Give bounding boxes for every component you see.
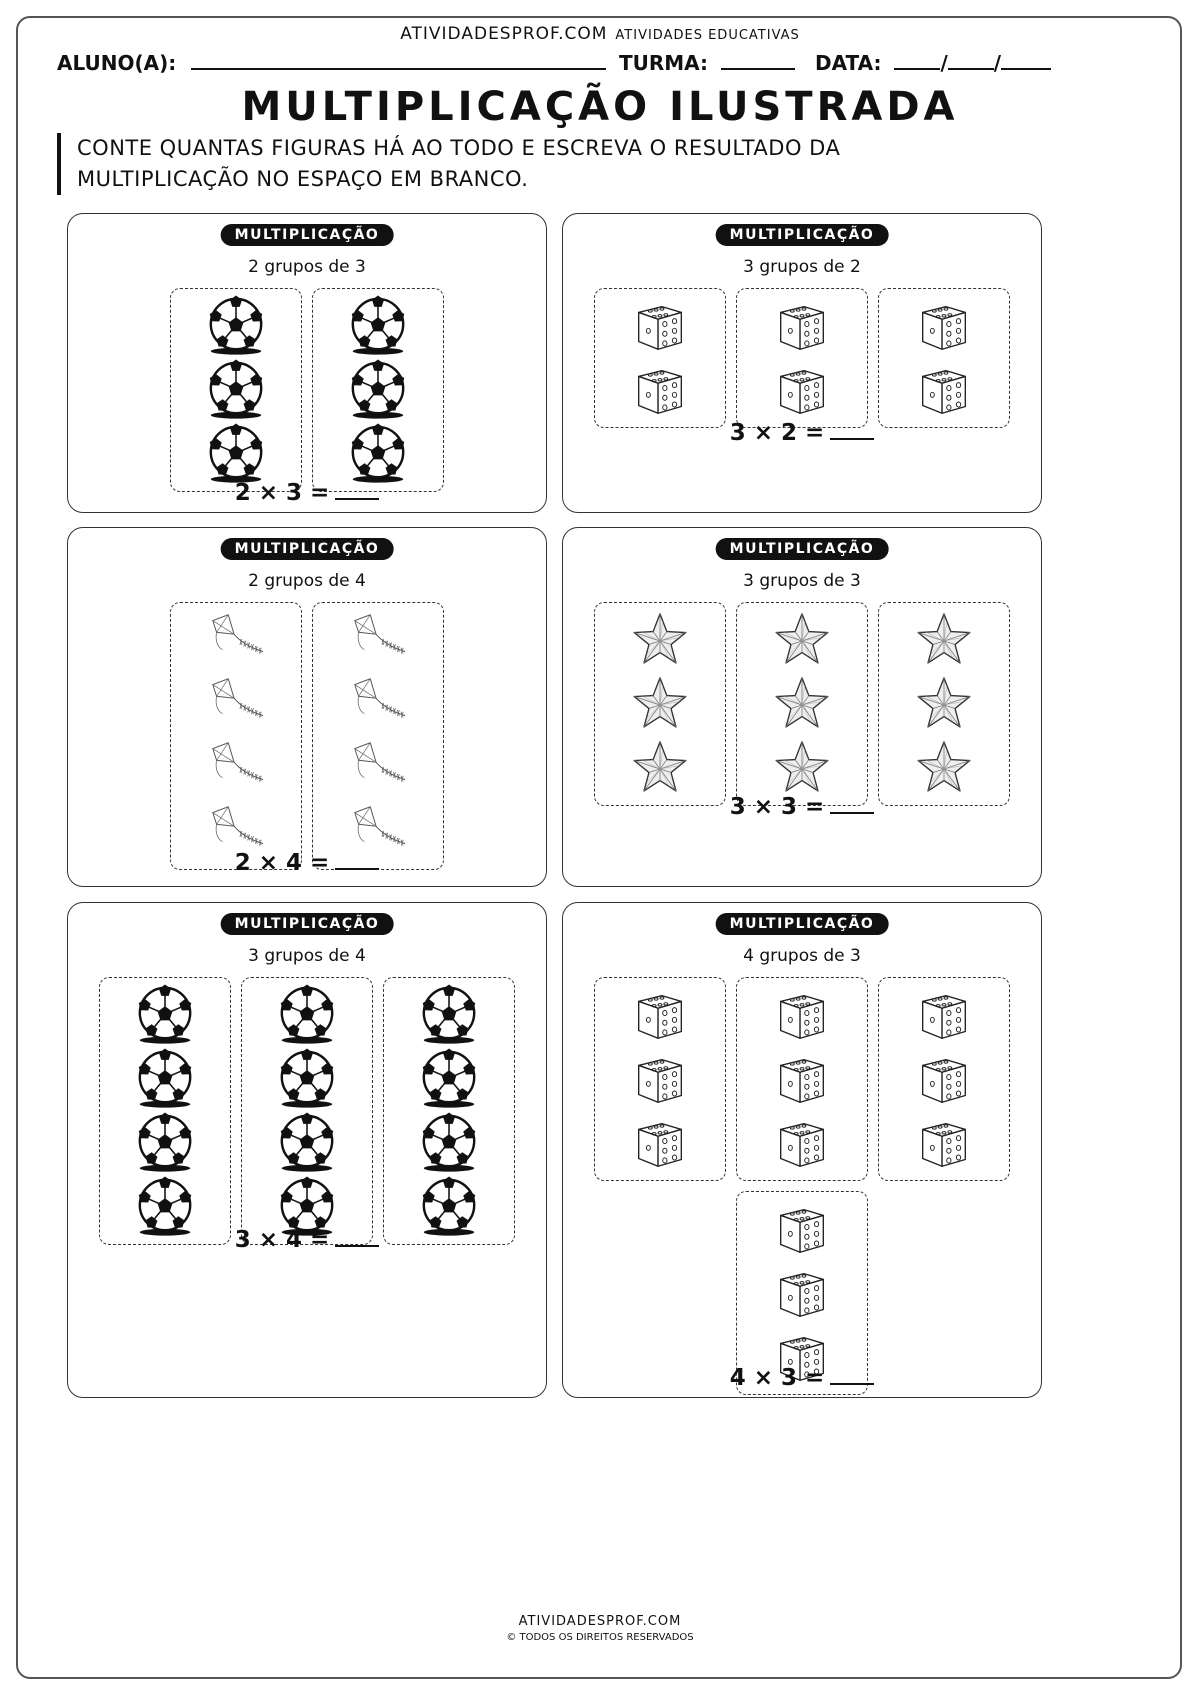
date-year-blank[interactable] (1001, 50, 1051, 70)
star-icon (879, 737, 1009, 799)
site-subtitle: ATIVIDADES EDUCATIVAS (615, 28, 800, 43)
groups-area (563, 288, 1041, 438)
group-box (170, 602, 302, 870)
footer-rights: © TODOS OS DIREITOS RESERVADOS (506, 1632, 694, 1643)
card-caption: 3 grupos de 3 (743, 571, 861, 591)
card-badge: MULTIPLICAÇÃO (716, 913, 889, 935)
equation (68, 1227, 546, 1253)
exercise-card (67, 902, 547, 1398)
answer-blank[interactable] (830, 794, 874, 814)
exercise-card (562, 213, 1042, 513)
soccer-ball-icon (384, 1112, 514, 1174)
dice-icon (737, 295, 867, 357)
instructions: CONTE QUANTAS FIGURAS HÁ AO TODO E ESCREVA O RESULTADO DA MULTIPLICAÇÃO NO ESPAÇO EM BRANCO. (57, 133, 977, 195)
aluno-blank[interactable] (191, 50, 606, 70)
turma-field (619, 50, 795, 75)
equation-text: 2 × 3 = (234, 480, 330, 506)
dice-icon (737, 1262, 867, 1324)
card-caption: 2 grupos de 3 (248, 257, 366, 277)
soccer-ball-icon (313, 359, 443, 421)
dice-icon (595, 359, 725, 421)
dice-icon (595, 1112, 725, 1174)
equation (563, 1365, 1041, 1391)
star-icon (737, 673, 867, 735)
group-box (594, 977, 726, 1181)
dice-icon (879, 1048, 1009, 1110)
group-box (736, 602, 868, 806)
aluno-label: ALUNO(A): (57, 51, 177, 75)
group-box (736, 977, 868, 1181)
groups-area (68, 602, 546, 880)
group-box (878, 602, 1010, 806)
groups-area (68, 288, 546, 502)
dice-icon (879, 1112, 1009, 1174)
soccer-ball-icon (242, 1048, 372, 1110)
kite-icon (313, 737, 443, 799)
site-name: ATIVIDADESPROF.COM (400, 24, 608, 44)
dice-icon (737, 359, 867, 421)
equation-text: 3 × 3 = (729, 794, 825, 820)
dice-icon (595, 295, 725, 357)
star-icon (737, 609, 867, 671)
dice-icon (595, 1048, 725, 1110)
star-icon (879, 673, 1009, 735)
equation-text: 3 × 2 = (729, 420, 825, 446)
group-box (312, 288, 444, 492)
group-box (312, 602, 444, 870)
kite-icon (171, 673, 301, 735)
dice-icon (879, 295, 1009, 357)
group-box (241, 977, 373, 1245)
turma-label: TURMA: (619, 51, 709, 75)
equation (68, 480, 546, 506)
equation-text: 3 × 4 = (234, 1227, 330, 1253)
dice-icon (879, 359, 1009, 421)
soccer-ball-icon (100, 1112, 230, 1174)
dice-icon (737, 1048, 867, 1110)
answer-blank[interactable] (830, 1365, 874, 1385)
card-caption: 3 grupos de 2 (743, 257, 861, 277)
site-header (0, 24, 1200, 44)
kite-icon (171, 737, 301, 799)
student-fields (57, 50, 1147, 76)
group-box (594, 288, 726, 428)
star-icon (879, 609, 1009, 671)
soccer-ball-icon (313, 295, 443, 357)
date-separator: / (993, 51, 1002, 75)
group-box (736, 288, 868, 428)
card-badge: MULTIPLICAÇÃO (221, 538, 394, 560)
equation (563, 794, 1041, 820)
card-caption: 3 grupos de 4 (248, 946, 366, 966)
dice-icon (737, 1198, 867, 1260)
star-icon (595, 609, 725, 671)
turma-blank[interactable] (721, 50, 795, 70)
card-badge: MULTIPLICAÇÃO (221, 224, 394, 246)
date-month-blank[interactable] (948, 50, 994, 70)
soccer-ball-icon (242, 1112, 372, 1174)
dice-icon (737, 984, 867, 1046)
answer-blank[interactable] (335, 480, 379, 500)
group-box (878, 977, 1010, 1181)
soccer-ball-icon (100, 984, 230, 1046)
exercise-card (562, 527, 1042, 887)
date-separator: / (940, 51, 948, 75)
star-icon (595, 673, 725, 735)
aluno-field (57, 50, 606, 75)
card-caption: 2 grupos de 4 (248, 571, 366, 591)
soccer-ball-icon (100, 1048, 230, 1110)
answer-blank[interactable] (335, 1227, 379, 1247)
exercise-card (67, 213, 547, 513)
kite-icon (171, 609, 301, 671)
page-title: MULTIPLICAÇÃO ILUSTRADA (241, 84, 959, 130)
star-icon (595, 737, 725, 799)
dice-icon (595, 984, 725, 1046)
card-badge: MULTIPLICAÇÃO (716, 224, 889, 246)
soccer-ball-icon (171, 423, 301, 485)
answer-blank[interactable] (335, 850, 379, 870)
exercise-card (562, 902, 1042, 1398)
equation (563, 420, 1041, 446)
kite-icon (313, 673, 443, 735)
card-badge: MULTIPLICAÇÃO (221, 913, 394, 935)
kite-icon (313, 609, 443, 671)
dice-icon (737, 1112, 867, 1174)
data-field (815, 50, 1051, 75)
star-icon (737, 737, 867, 799)
equation-text: 4 × 3 = (729, 1365, 825, 1391)
equation-text: 2 × 4 = (234, 850, 330, 876)
group-box (383, 977, 515, 1245)
soccer-ball-icon (384, 984, 514, 1046)
page-footer (0, 1614, 1200, 1643)
soccer-ball-icon (313, 423, 443, 485)
dice-icon (879, 984, 1009, 1046)
soccer-ball-icon (242, 984, 372, 1046)
soccer-ball-icon (171, 295, 301, 357)
card-badge: MULTIPLICAÇÃO (716, 538, 889, 560)
equation (68, 850, 546, 876)
date-day-blank[interactable] (894, 50, 940, 70)
group-box (878, 288, 1010, 428)
exercise-card (67, 527, 547, 887)
soccer-ball-icon (171, 359, 301, 421)
group-box (170, 288, 302, 492)
soccer-ball-icon (384, 1048, 514, 1110)
groups-area (68, 977, 546, 1255)
data-label: DATA: (815, 51, 882, 75)
answer-blank[interactable] (830, 420, 874, 440)
groups-area (563, 977, 1041, 1405)
group-box (594, 602, 726, 806)
group-box (99, 977, 231, 1245)
footer-site: ATIVIDADESPROF.COM (518, 1614, 682, 1629)
groups-area (563, 602, 1041, 816)
card-caption: 4 grupos de 3 (743, 946, 861, 966)
